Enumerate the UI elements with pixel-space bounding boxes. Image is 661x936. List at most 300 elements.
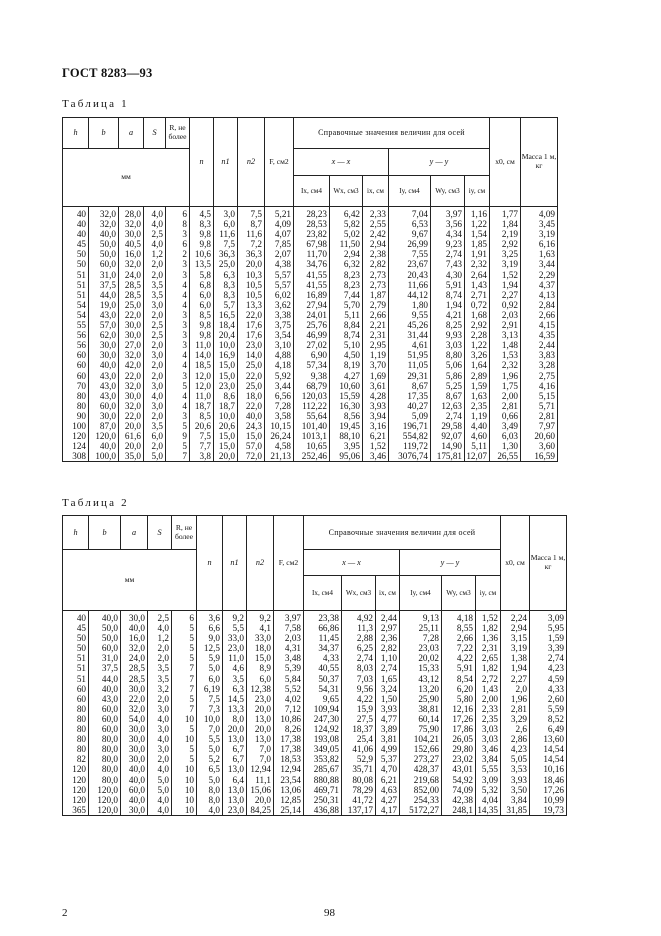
table-cell: 13,5 (190, 259, 214, 269)
axis-yy-header: y — y (400, 550, 501, 576)
table-cell: 29,31 (389, 371, 431, 381)
table-cell: 11,0 (190, 391, 214, 401)
table-cell: 30,0 (119, 330, 144, 340)
table-cell: 7,44 (330, 290, 363, 300)
table-cell: 23,67 (389, 259, 431, 269)
table-cell: 4 (166, 350, 190, 360)
table-cell: 80,08 (342, 775, 376, 785)
table-row (63, 340, 558, 350)
col-r-header: R, не более (172, 516, 197, 550)
table-cell: 5,8 (190, 270, 214, 280)
table-cell: 6,32 (330, 259, 363, 269)
table-cell: 248,1 (442, 805, 476, 816)
table-cell: 5 (172, 724, 197, 734)
table-cell: 4,99 (376, 744, 400, 754)
table-cell: 3,54 (265, 330, 294, 340)
table-cell: 8,26 (274, 724, 304, 734)
table-cell: 2,5 (144, 320, 166, 330)
table-cell: 11,70 (294, 249, 330, 259)
table-cell: 3 (166, 411, 190, 421)
col-r-header: R, не более (166, 118, 190, 149)
table-cell: 10 (172, 734, 197, 744)
table-cell: 30,0 (119, 391, 144, 401)
table-cell: 24,0 (119, 270, 144, 280)
table-cell: 4,70 (376, 764, 400, 774)
table-cell: 6,03 (490, 431, 521, 441)
table-cell: 3,58 (265, 411, 294, 421)
table-cell: 8,67 (389, 381, 431, 391)
table-cell: 9,13 (400, 611, 442, 624)
table-cell: 2,35 (465, 401, 490, 411)
table-row (63, 249, 558, 259)
table-cell: 5,55 (476, 764, 501, 774)
table-cell: 10,65 (294, 441, 330, 451)
table-cell: 13,60 (530, 734, 567, 744)
col-mass-header: Масса 1 м, кг (521, 118, 558, 207)
table-cell: 27,5 (342, 714, 376, 724)
page-number-left: 2 (62, 907, 68, 919)
table-cell: 15,33 (400, 663, 442, 673)
table-cell: 4,18 (442, 611, 476, 624)
table-cell: 5,39 (274, 663, 304, 673)
table-cell: 23,0 (238, 340, 265, 350)
table-cell: 32,0 (89, 207, 119, 220)
table-cell: 8,19 (330, 360, 363, 370)
table-cell: 4,63 (376, 785, 400, 795)
table-cell: 30,0 (121, 805, 148, 816)
table-cell: 273,27 (400, 754, 442, 764)
table-cell: 5,0 (197, 663, 223, 673)
table-cell: 3,28 (521, 360, 558, 370)
table-cell: 2,0 (148, 694, 172, 704)
table-cell: 4,1 (247, 623, 274, 633)
table-cell: 2,73 (363, 280, 389, 290)
table-cell: 18,46 (530, 775, 567, 785)
table-cell: 3,84 (501, 795, 530, 805)
table-cell: 10,0 (214, 340, 238, 350)
table-cell: 2,66 (442, 633, 476, 643)
table-cell: 2,36 (376, 633, 400, 643)
table-cell: 2,94 (501, 623, 530, 633)
table-row (63, 623, 567, 633)
table-cell: 5 (166, 441, 190, 451)
table-cell: 80,0 (89, 764, 121, 774)
table-cell: 13,0 (223, 795, 247, 805)
table-cell: 6,7 (223, 754, 247, 764)
table-row (63, 330, 558, 340)
table-cell: 23,0 (214, 381, 238, 391)
table-cell: 2,0 (144, 441, 166, 451)
table-cell: 12,0 (190, 381, 214, 391)
table-cell: 31,44 (389, 330, 431, 340)
table-cell: 5,0 (197, 744, 223, 754)
table-cell: 5,11 (465, 441, 490, 451)
table-cell: 6,02 (265, 290, 294, 300)
table-cell: 26,05 (442, 734, 476, 744)
table-cell: 247,30 (304, 714, 342, 724)
table-cell: 1,94 (431, 300, 465, 310)
table-cell: 2,0 (501, 684, 530, 694)
table-cell: 152,66 (400, 744, 442, 754)
table-cell: 26,99 (389, 239, 431, 249)
col-wx-header: Wx, см3 (342, 576, 376, 611)
table-row (63, 694, 567, 704)
table-cell: 3,46 (476, 744, 501, 754)
table-cell: 1,96 (501, 694, 530, 704)
table-cell: 35,0 (119, 451, 144, 462)
table-cell: 1,53 (490, 350, 521, 360)
table-cell: 6 (166, 239, 190, 249)
table-cell: 6,3 (214, 270, 238, 280)
table-cell: 7,97 (521, 421, 558, 431)
table-cell: 54,92 (442, 775, 476, 785)
table-cell: 3,13 (490, 330, 521, 340)
table-cell: 2,82 (363, 259, 389, 269)
table-cell: 7,28 (400, 633, 442, 643)
table-cell: 4,6 (223, 663, 247, 673)
table-cell: 9,2 (247, 611, 274, 624)
table-cell: 3,97 (274, 611, 304, 624)
table-cell: 2,32 (490, 360, 521, 370)
table-cell: 3,5 (144, 290, 166, 300)
table-cell: 3,24 (376, 684, 400, 694)
table-cell: 8 (166, 219, 190, 229)
table-cell: 50,0 (89, 249, 119, 259)
table-cell: 1,59 (530, 633, 567, 643)
table-cell: 3,46 (363, 451, 389, 462)
table-cell: 3,10 (265, 340, 294, 350)
table-cell: 5,59 (530, 704, 567, 714)
table-cell: 3,0 (148, 744, 172, 754)
table-cell: 7,58 (274, 623, 304, 633)
table-cell: 7,5 (197, 694, 223, 704)
table-cell: 3,09 (530, 611, 567, 624)
table-cell: 3,83 (521, 350, 558, 360)
table-cell: 3,48 (274, 653, 304, 663)
table-cell: 1,94 (501, 663, 530, 673)
table-cell: 51 (63, 290, 89, 300)
table-cell: 4,0 (144, 219, 166, 229)
table-cell: 15,0 (247, 653, 274, 663)
table-cell: 1,63 (465, 391, 490, 401)
table-cell: 25,90 (400, 694, 442, 704)
table-cell: 5,11 (330, 310, 363, 320)
table-cell: 41,55 (294, 280, 330, 290)
table-cell: 30,0 (121, 754, 148, 764)
table-cell: 42,38 (442, 795, 476, 805)
table-cell: 4,09 (521, 207, 558, 220)
table-row (63, 239, 558, 249)
table-cell: 120,0 (89, 795, 121, 805)
table-cell: 33,0 (223, 633, 247, 643)
col-n2-header: n2 (247, 516, 274, 611)
table-cell: 1,87 (363, 290, 389, 300)
table-cell: 2,33 (363, 207, 389, 220)
table-cell: 2,86 (501, 734, 530, 744)
table-cell: 2,94 (363, 239, 389, 249)
table-cell: 3 (166, 371, 190, 381)
table-cell: 2,92 (490, 239, 521, 249)
table-cell: 2,33 (476, 704, 501, 714)
table-cell: 9,2 (223, 611, 247, 624)
table-cell: 2,71 (465, 290, 490, 300)
table-cell: 13,06 (274, 785, 304, 795)
table-cell: 17,38 (274, 734, 304, 744)
table-cell: 3,97 (431, 207, 465, 220)
table-cell: 2,0 (148, 754, 172, 764)
table-cell: 2,81 (521, 411, 558, 421)
table-cell: 14,54 (530, 744, 567, 754)
table-cell: 28,53 (294, 219, 330, 229)
table-cell: 8,03 (342, 663, 376, 673)
table-cell: 28,5 (121, 674, 148, 684)
units-mm-header: мм (63, 550, 197, 611)
table-cell: 3 (166, 259, 190, 269)
table-cell: 12,94 (247, 764, 274, 774)
table-cell: 18,53 (274, 754, 304, 764)
table-cell: 852,00 (400, 785, 442, 795)
col-a-header: a (121, 516, 148, 550)
table-cell: 55 (63, 320, 89, 330)
table-cell: 25,0 (214, 259, 238, 269)
table-cell: 11,0 (223, 653, 247, 663)
table-cell: 4,88 (265, 350, 294, 360)
table-row (63, 611, 567, 624)
table-cell: 2,0 (144, 259, 166, 269)
table-cell: 5 (172, 694, 197, 704)
table-cell: 70 (63, 381, 89, 391)
table-cell: 14,54 (530, 754, 567, 764)
table-cell: 7,22 (442, 643, 476, 653)
table-cell: 1,63 (521, 249, 558, 259)
table-cell: 1,30 (490, 441, 521, 451)
table-cell: 120,0 (89, 805, 121, 816)
table-cell: 10 (172, 714, 197, 724)
table-cell: 5,10 (330, 340, 363, 350)
table-cell: 80,0 (89, 744, 121, 754)
table-cell: 3,0 (148, 724, 172, 734)
table-cell: 554,82 (389, 431, 431, 441)
table-cell: 9,8 (190, 229, 214, 239)
table-cell: 57,0 (238, 441, 265, 451)
table-cell: 60 (63, 350, 89, 360)
table-cell: 8,23 (330, 270, 363, 280)
table-cell: 2,29 (521, 270, 558, 280)
table-cell: 2,03 (490, 310, 521, 320)
table-cell: 14,90 (431, 441, 465, 451)
table-cell: 28,23 (294, 207, 330, 220)
table-cell: 4,09 (265, 219, 294, 229)
table-cell: 4,37 (521, 280, 558, 290)
table-cell: 4,77 (376, 714, 400, 724)
table-cell: 1,52 (490, 270, 521, 280)
table-cell: 175,81 (431, 451, 465, 462)
table-cell: 2,0 (144, 340, 166, 350)
table-cell: 5,05 (501, 754, 530, 764)
col-iy-moment-header: Iy, см4 (389, 176, 431, 207)
table-cell: 4,0 (148, 623, 172, 633)
table-cell: 80 (63, 391, 89, 401)
table-cell: 32,0 (89, 219, 119, 229)
table-cell: 14,35 (476, 805, 501, 816)
table-cell: 50 (63, 643, 89, 653)
table-cell: 2,24 (501, 611, 530, 624)
table-cell: 22,0 (238, 310, 265, 320)
table-cell: 7,12 (274, 704, 304, 714)
table-cell: 12,07 (465, 451, 490, 462)
table-cell: 13,0 (247, 734, 274, 744)
table-cell: 4,0 (148, 734, 172, 744)
table-cell: 60,0 (89, 724, 121, 734)
table-cell: 285,67 (304, 764, 342, 774)
table-cell: 4,0 (148, 795, 172, 805)
table-cell: 5,92 (265, 371, 294, 381)
table-cell: 2,00 (490, 391, 521, 401)
table-cell: 68,79 (294, 381, 330, 391)
table-cell: 3,0 (144, 401, 166, 411)
table-cell: 33,0 (247, 633, 274, 643)
table-cell: 120 (63, 775, 89, 785)
table-cell: 2,74 (376, 663, 400, 673)
table-cell: 4,30 (431, 270, 465, 280)
reference-values-header: Справочные значения величин для осей (304, 516, 501, 550)
table-cell: 2,74 (431, 411, 465, 421)
col-n-header: n (190, 118, 214, 207)
table-cell: 2,66 (521, 310, 558, 320)
table-row (63, 411, 558, 421)
table-row (63, 421, 558, 431)
table-cell: 40,0 (89, 229, 119, 239)
table-cell: 10,3 (238, 270, 265, 280)
table-cell: 19,45 (330, 421, 363, 431)
table-cell: 37,5 (89, 280, 119, 290)
table-row (63, 290, 558, 300)
table-cell: 1,59 (465, 381, 490, 391)
table-cell: 32,0 (119, 350, 144, 360)
table-cell: 51 (63, 280, 89, 290)
table-cell: 15,0 (214, 431, 238, 441)
table-cell: 40,0 (121, 623, 148, 633)
table-cell: 10 (172, 805, 197, 816)
table-cell: 15,59 (330, 391, 363, 401)
table-cell: 25,11 (400, 623, 442, 633)
table-cell: 1,91 (465, 249, 490, 259)
table-cell: 6,16 (521, 239, 558, 249)
table-cell: 20,0 (119, 421, 144, 431)
table-cell: 4,22 (442, 653, 476, 663)
table-cell: 8,0 (197, 795, 223, 805)
table-cell: 120,0 (89, 431, 119, 441)
table-cell: 26,24 (265, 431, 294, 441)
table-cell: 0,66 (490, 411, 521, 421)
table-cell: 11,0 (190, 340, 214, 350)
table-cell: 50,0 (89, 623, 121, 633)
table-cell: 2,44 (376, 611, 400, 624)
table-cell: 17,86 (442, 724, 476, 734)
table-cell: 32,0 (119, 401, 144, 411)
document-title: ГОСТ 8283—93 (62, 66, 153, 80)
table-cell: 3,94 (363, 411, 389, 421)
table-cell: 4,22 (342, 694, 376, 704)
table-cell: 5,0 (197, 775, 223, 785)
table-cell: 57,34 (294, 360, 330, 370)
table-cell: 16,5 (214, 310, 238, 320)
table-cell: 5,0 (144, 451, 166, 462)
table-cell: 10,5 (238, 290, 265, 300)
table-cell: 4,27 (376, 795, 400, 805)
table-cell: 61,6 (119, 431, 144, 441)
table-cell: 4,50 (330, 350, 363, 360)
col-n1-header: n1 (223, 516, 247, 611)
table-cell: 3,70 (363, 360, 389, 370)
table-cell: 5,71 (521, 401, 558, 411)
table-cell: 20,0 (247, 795, 274, 805)
table-cell: 112,22 (294, 401, 330, 411)
table-cell: 7,04 (389, 207, 431, 220)
table-cell: 23,54 (274, 775, 304, 785)
table-cell: 4,17 (376, 805, 400, 816)
table-cell: 11,6 (214, 229, 238, 239)
table-row (63, 775, 567, 785)
axis-yy-header: y — y (389, 149, 490, 176)
table-cell: 54,0 (121, 714, 148, 724)
table-cell: 4,21 (431, 310, 465, 320)
table-cell: 5 (172, 633, 197, 643)
table-cell: 10 (172, 764, 197, 774)
table-cell: 17,26 (442, 714, 476, 724)
table-cell: 12,16 (442, 704, 476, 714)
table-cell: 16,89 (294, 290, 330, 300)
table-cell: 43,0 (89, 694, 121, 704)
table-cell: 22,0 (121, 694, 148, 704)
table-cell: 20,60 (521, 431, 558, 441)
table-cell: 9,55 (389, 310, 431, 320)
table-cell: 9,8 (190, 239, 214, 249)
table-cell: 45 (63, 239, 89, 249)
table-cell: 5,32 (476, 785, 501, 795)
table-cell: 2,19 (490, 229, 521, 239)
table-cell: 40 (63, 207, 89, 220)
table-cell: 15,0 (238, 431, 265, 441)
table-cell: 124 (63, 441, 89, 451)
table2-caption: Таблица 2 (62, 497, 129, 509)
table-cell: 8,3 (214, 290, 238, 300)
table-cell: 4,31 (274, 643, 304, 653)
table-cell: 1,50 (376, 694, 400, 704)
table-cell: 9,8 (190, 320, 214, 330)
table-row (63, 381, 558, 391)
table-row (63, 785, 567, 795)
table-cell: 120 (63, 431, 89, 441)
table-cell: 0,72 (465, 300, 490, 310)
table-cell: 2,74 (530, 653, 567, 663)
table-cell: 24,3 (238, 421, 265, 431)
table-cell: 23,0 (247, 694, 274, 704)
table-cell: 8,67 (431, 391, 465, 401)
table-row (63, 270, 558, 280)
table-cell: 41,72 (342, 795, 376, 805)
table-cell: 4,02 (274, 694, 304, 704)
table-cell: 1,43 (465, 280, 490, 290)
table-cell: 4,61 (389, 340, 431, 350)
table-cell: 50 (63, 633, 89, 643)
table-cell: 8,0 (197, 785, 223, 795)
table-cell: 3,6 (197, 611, 223, 624)
table-cell: 8,55 (442, 623, 476, 633)
table-cell: 3076,74 (389, 451, 431, 462)
table-cell: 51 (63, 674, 89, 684)
table-row (63, 663, 567, 673)
